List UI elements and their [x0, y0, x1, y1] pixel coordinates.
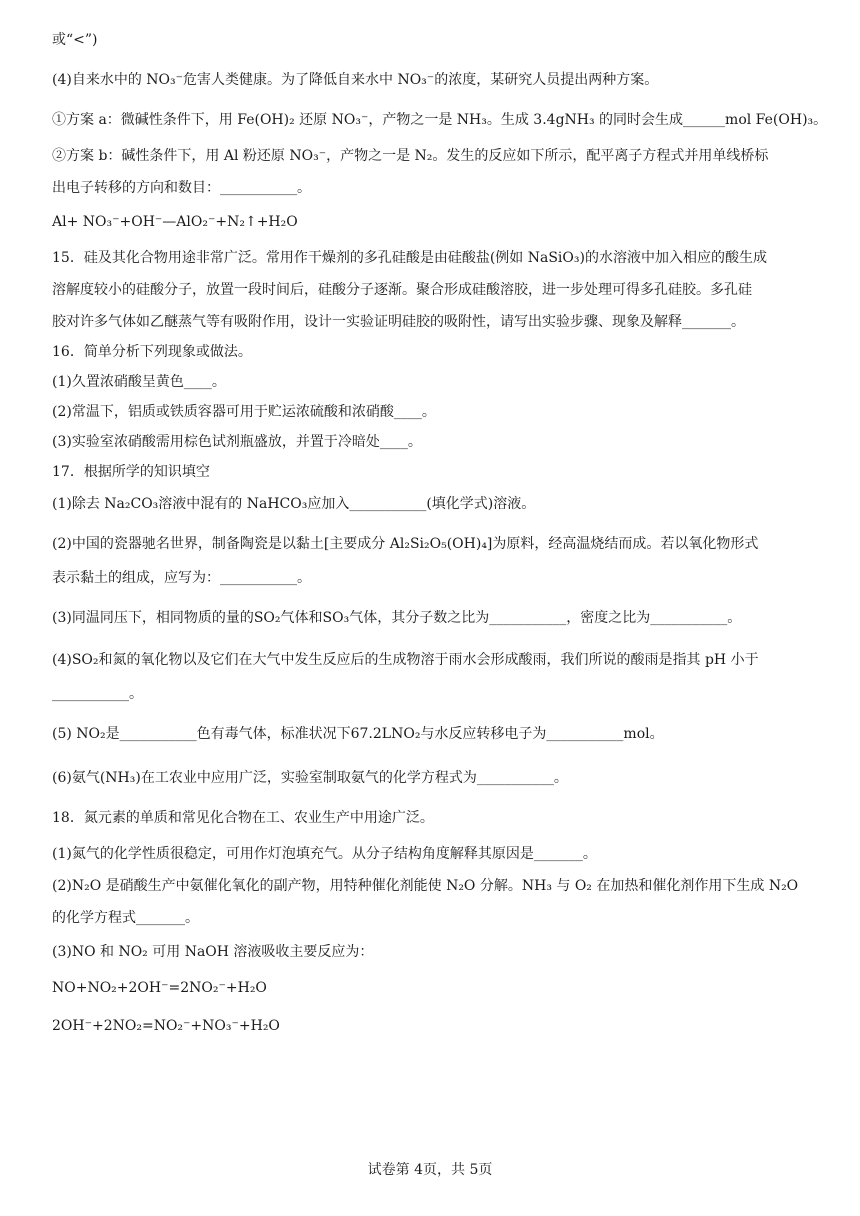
text-line: 出电子转移的方向和数目：___________。 — [52, 180, 311, 196]
text-line: (1)氮气的化学性质很稳定，可用作灯泡填充气。从分子结构角度解释其原因是_______。 — [52, 846, 597, 862]
question-16: 16．简单分析下列现象或做法。 — [52, 344, 252, 360]
text-line: ②方案 b：碱性条件下，用 Al 粉还原 NO₃⁻，产物之一是 N₂。发生的反应如下所示，配平离子方程式并用单线桥标 — [52, 148, 769, 164]
text-line: (5) NO₂是___________色有毒气体，标准状况下67.2LNO₂与水反应转移电子为___________mol。 — [52, 726, 664, 742]
text-line: (2)常温下，铝质或铁质容器可用于贮运浓硫酸和浓硝酸____。 — [52, 404, 436, 420]
question-18: 18．氮元素的单质和常见化合物在工、农业生产中用途广泛。 — [52, 810, 434, 826]
page-footer: 试卷第 4页，共 5页 — [367, 1162, 493, 1178]
text-line: (6)氨气(NH₃)在工农业中应用广泛，实验室制取氨气的化学方程式为___________。 — [52, 770, 568, 786]
text-line: (2)N₂O 是硝酸生产中氨催化氧化的副产物，用特种催化剂能使 N₂O 分解。NH₃ 与 O₂ 在加热和催化剂作用下生成 N₂O — [52, 878, 799, 894]
text-line: (3)NO 和 NO₂ 可用 NaOH 溶液吸收主要反应为： — [52, 944, 374, 960]
text-line: 或“<”) — [52, 32, 98, 48]
text-line: ___________。 — [52, 686, 143, 702]
equation-line: NO+NO₂+2OH⁻=2NO₂⁻+H₂O — [52, 980, 267, 996]
text-line: (4)自来水中的 NO₃⁻危害人类健康。为了降低自来水中 NO₃⁻的浓度，某研究人员提出两种方案。 — [52, 72, 659, 88]
text-line: (2)中国的瓷器驰名世界，制备陶瓷是以黏土[主要成分 Al₂Si₂O₅(OH)₄]为原料，经高温烧结而成。若以氧化物形式 — [52, 536, 759, 552]
equation-line: 2OH⁻+2NO₂=NO₂⁻+NO₃⁻+H₂O — [52, 1018, 280, 1034]
text-line: (3)实验室浓硝酸需用棕色试剂瓶盛放，并置于冷暗处____。 — [52, 434, 422, 450]
text-line: 胶对许多气体如乙醚蒸气等有吸附作用，设计一实验证明硅胶的吸附性，请写出实验步骤、现象及解释_______。 — [52, 314, 745, 330]
question-17: 17．根据所学的知识填空 — [52, 464, 210, 480]
text-line: Al+ NO₃⁻+OH⁻—AlO₂⁻+N₂↑+H₂O — [52, 214, 298, 230]
question-15: 15．硅及其化合物用途非常广泛。常用作干燥剂的多孔硅酸是由硅酸盐(例如 NaSiO₃)的水溶液中加入相应的酸生成 — [52, 250, 767, 266]
text-line: 溶解度较小的硅酸分子，放置一段时间后，硅酸分子逐渐。聚合形成硅酸溶胶，进一步处理可得多孔硅胶。多孔硅 — [52, 282, 752, 298]
text-line: (3)同温同压下，相同物质的量的SO₂气体和SO₃气体，其分子数之比为___________，密度之比为___________。 — [52, 610, 742, 626]
text-line: (1)久置浓硝酸呈黄色____。 — [52, 374, 226, 390]
text-line: (1)除去 Na₂CO₃溶液中混有的 NaHCO₃应加入___________(填化学式)溶液。 — [52, 496, 536, 512]
text-line: 的化学方程式_______。 — [52, 910, 199, 926]
text-line: ①方案 a：微碱性条件下，用 Fe(OH)₂ 还原 NO₃⁻，产物之一是 NH₃。生成 3.4gNH₃ 的同时会生成______mol Fe(OH)₃。 — [52, 112, 828, 128]
text-line: (4)SO₂和氮的氧化物以及它们在大气中发生反应后的生成物溶于雨水会形成酸雨，我们所说的酸雨是指其 pH 小于 — [52, 652, 759, 668]
text-line: 表示黏土的组成，应写为：___________。 — [52, 570, 311, 586]
